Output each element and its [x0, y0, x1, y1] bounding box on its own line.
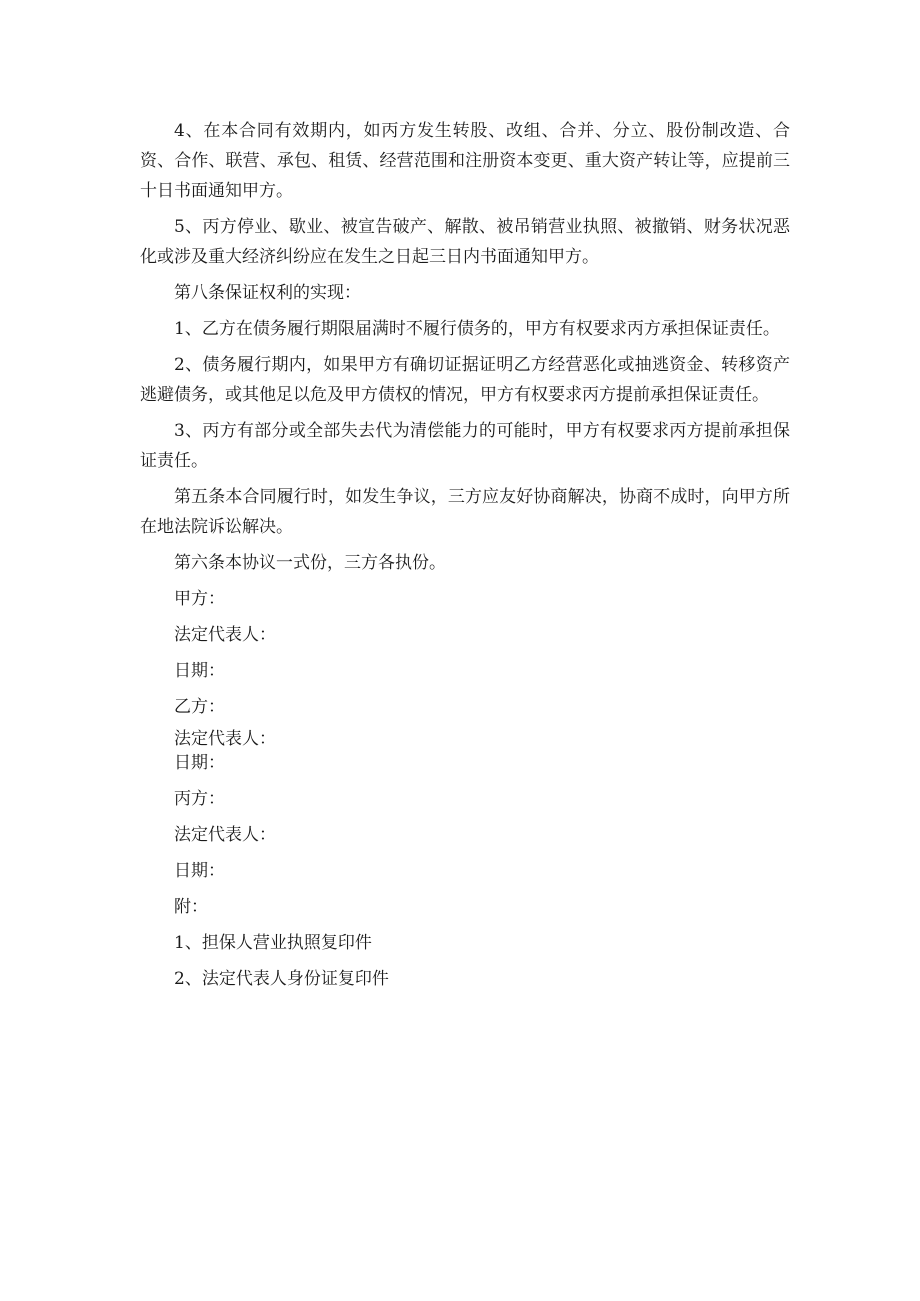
party-b-label: 乙方： — [174, 697, 225, 717]
party-a-label: 甲方： — [174, 589, 225, 609]
attachments-label: 附： — [174, 897, 208, 917]
article-8-item-2: 2、债务履行期内，如果甲方有确切证据证明乙方经营恶化或抽逃资金、转移资产逃避债务，或其他足以危及甲方债权的情况，甲方有权要求丙方提前承担保证责任。 — [140, 355, 790, 405]
clause-5: 5、丙方停业、歇业、被宣告破产、解散、被吊销营业执照、被撤销、财务状况恶化或涉及重大经济纠纷应在发生之日起三日内书面通知甲方。 — [140, 217, 790, 267]
attachment-item-2: 2、法定代表人身份证复印件 — [174, 969, 389, 989]
party-a-date-label: 日期： — [174, 661, 225, 681]
article-6: 第六条本协议一式份，三方各执份。 — [174, 553, 446, 573]
party-c-rep-label: 法定代表人： — [174, 825, 276, 845]
party-a-rep-label: 法定代表人： — [174, 625, 276, 645]
document-page — [140, 116, 790, 1000]
attachment-item-1: 1、担保人营业执照复印件 — [174, 933, 372, 953]
party-b-rep-label: 法定代表人： — [174, 729, 276, 749]
party-c-date-label: 日期： — [174, 861, 225, 881]
party-b-date-label: 日期： — [174, 753, 225, 773]
article-8-item-1: 1、乙方在债务履行期限届满时不履行债务的，甲方有权要求丙方承担保证责任。 — [174, 319, 780, 339]
article-5: 第五条本合同履行时，如发生争议，三方应友好协商解决，协商不成时，向甲方所在地法院诉讼解决。 — [140, 487, 790, 537]
clause-4: 4、在本合同有效期内，如丙方发生转股、改组、合并、分立、股份制改造、合资、合作、联营、承包、租赁、经营范围和注册资本变更、重大资产转让等，应提前三十日书面通知甲方。 — [140, 121, 790, 201]
party-c-label: 丙方： — [174, 789, 225, 809]
article-8-title: 第八条保证权利的实现： — [174, 283, 361, 303]
article-8-item-3: 3、丙方有部分或全部失去代为清偿能力的可能时，甲方有权要求丙方提前承担保证责任。 — [140, 421, 790, 471]
